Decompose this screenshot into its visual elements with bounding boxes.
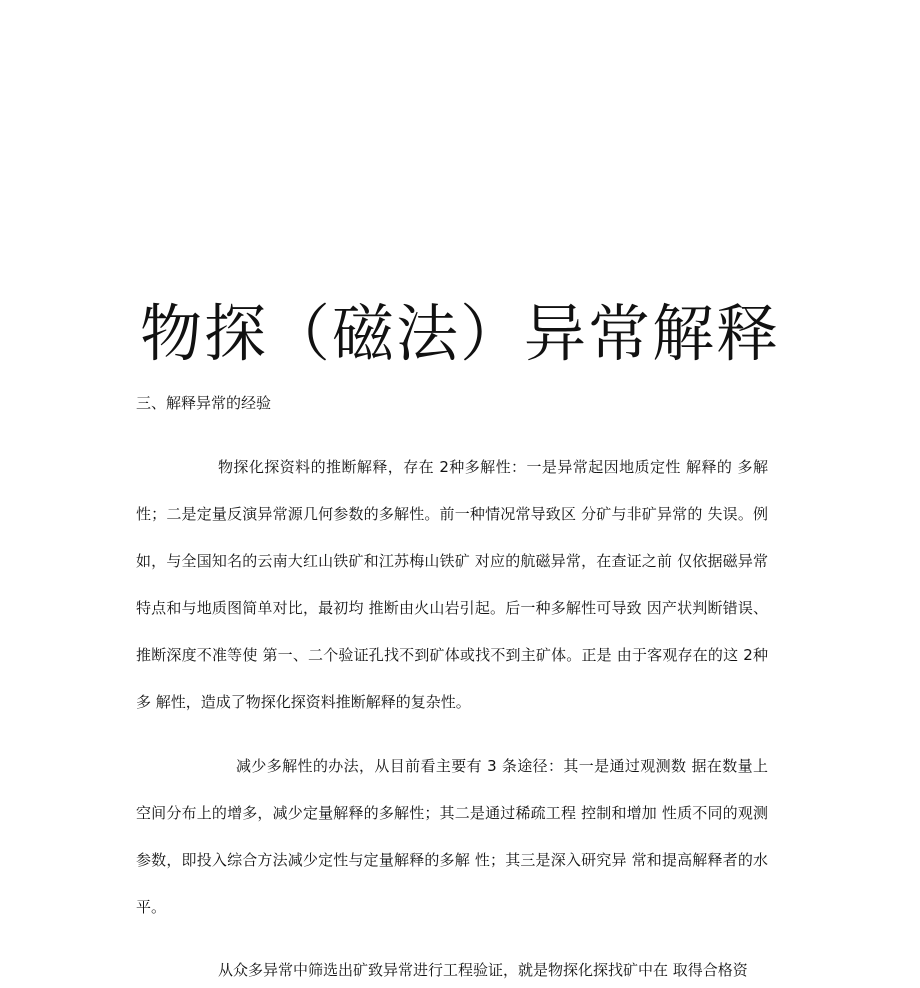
paragraph-3: 从众多异常中筛选出矿致异常进行工程验证，就是物探化探找矿中在 取得合格资: [218, 961, 748, 979]
paragraph-2: 减少多解性的办法，从目前看主要有 3 条途径：其一是通过观测数 据在数量上空间分布上的增多，减少定量解释的多解性；其二是通过稀疏工程 控制和增加 性质不同的观测参数，即投入综合方法减少定性与定量解释的多解 性；其三是深入研究异 常和提高解释者的水平。: [136, 757, 768, 916]
document-title: 物探（磁法）异常解释: [139, 297, 780, 370]
section-heading: 三、解释异常的经验: [136, 394, 272, 412]
paragraph-1: 物探化探资料的推断解释，存在 2种多解性：一是异常起因地质定性 解释的 多解性；二是定量反演异常源几何参数的多解性。前一种情况常导致区 分矿与非矿异常的 失误。例如，与全国知名的云南大红山铁矿和江苏梅山铁矿 对应的航磁异常，在查证之前 仅依据磁异常特点和与地质图简单对比，最初均 推断由火山岩引起。后一种多解性可导致 因产状判断错误、推断深度不准等使 第一、二个验证孔找不到矿体或找不到主矿体。正是 由于客观存在的这 2种多 解性，造成了物探化探资料推断解释的复杂性。: [136, 458, 768, 711]
